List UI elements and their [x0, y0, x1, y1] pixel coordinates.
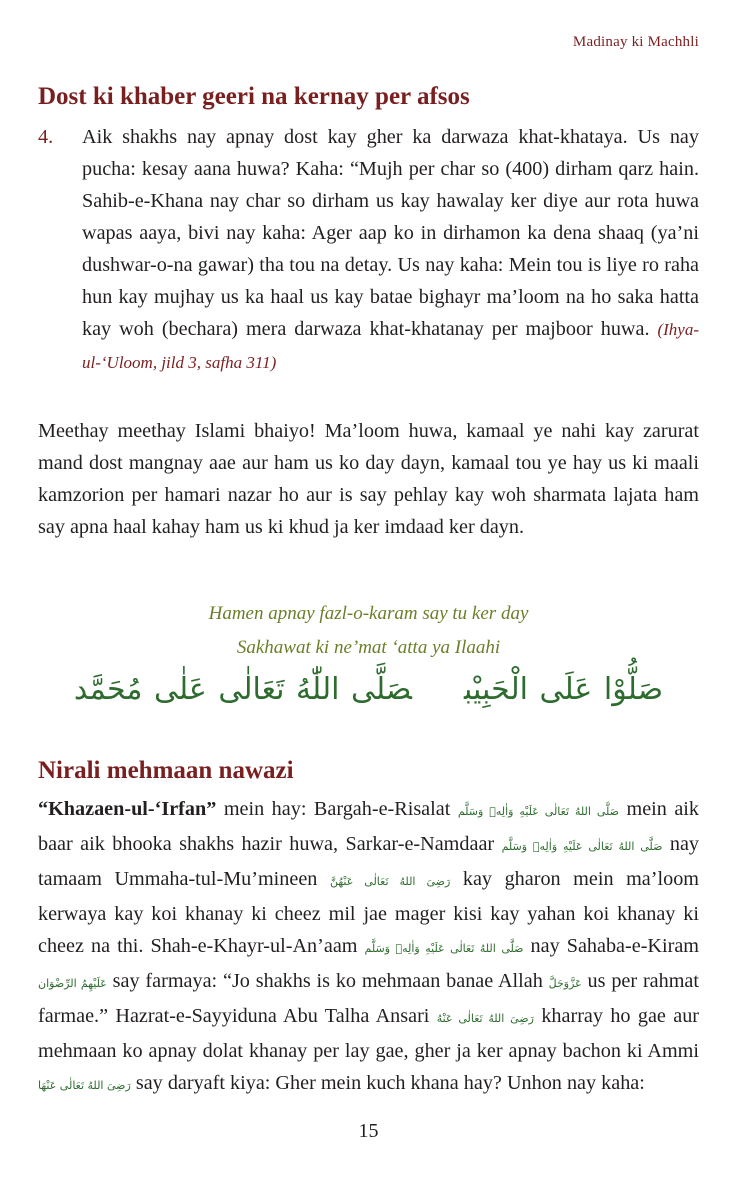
- text-run: kay gharon mein ma’loom kerwaya kay koi khanay ki cheez mil jae mager kisi kay yahan koi khanay ki cheez na thi. Shah-e-Khayr-ul-An’aam: [38, 868, 699, 957]
- running-header: Madinay ki Machhli: [572, 34, 699, 50]
- text-run: us per rahmat farmae.” Hazrat-e-Sayyiduna Abu Talha Ansari: [38, 970, 700, 1027]
- numbered-item: [38, 121, 699, 379]
- honorific: رَضِىَ اللهُ تَعَالٰى عَنْهُ: [436, 1012, 534, 1025]
- text-run: say daryaft kiya: Gher mein kuch khana hay? Unhon nay kaha:: [130, 1072, 645, 1094]
- honorific: صَلَّى اللهُ تَعَالٰى عَلَيْهِ وَاٰلِهٖ وَسَلَّم: [457, 805, 619, 818]
- honorific: عَلَيْهِمُ الرِّضْوَان: [38, 977, 107, 990]
- verse-line: Hamen apnay fazl-o-karam say tu ker day: [208, 603, 529, 624]
- text-run: say farmaya: “Jo shakhs is ko mehmaan banae Allah: [106, 970, 549, 992]
- text-run: kharray ho gae aur mehmaan ko apnay dolat khanay per lay gae, gher ja ker apnay bachon ki Ammi: [38, 1005, 700, 1062]
- section-heading: Nirali mehmaan nawazi: [38, 757, 294, 784]
- item-number: 4.: [38, 126, 54, 148]
- text-run: mein aik baar aik bhooka shakhs hazir huwa, Sarkar-e-Namdaar: [38, 798, 700, 855]
- body-paragraph: [38, 793, 699, 1102]
- honorific: رَضِىَ اللهُ تَعَالٰى عَنْهُنَّ: [329, 875, 451, 888]
- honorific: رَضِىَ اللهُ تَعَالٰى عَنْهَا: [38, 1079, 131, 1092]
- source-title: “Khazaen-ul-‘Irfan”: [38, 798, 217, 820]
- salawat-response: صَلَّى اللّٰهُ تَعَالٰى عَلٰى مُحَمَّد: [73, 672, 412, 707]
- text-run: nay Sahaba-e-Kiram: [523, 935, 699, 957]
- item-text: Aik shakhs nay apnay dost kay gher ka darwaza khat-khataya. Us nay pucha: kesay aana huwa? Kaha: “Mujh per char so (400) dirham qarz hain. Sahib-e-Khana nay char so dirham us kay hawalay ker diye aur rota huwa wapas aaya, bivi nay kaha: Ager aap ko in dirhamon ka dena shaaq (ya’ni dushwar-o-na gawar) tha tou na detay. Us nay kaha: Mein tou is liye ro raha hun kay mujhay us ka haal us kay batae bighayr ma’loom na ho saka hatta kay woh (bechara) mera darwaza khat-khatanay per majboor huwa.: [82, 126, 699, 340]
- salawat-call: صَلُّوْا عَلَى الْحَبِيْب: [463, 672, 664, 707]
- honorific: عَزَّوَجَلَّ: [548, 977, 582, 990]
- honorific: صَلَّى اللهُ تَعَالٰى عَلَيْهِ وَاٰلِهٖ وَسَلَّم: [501, 840, 663, 853]
- salawat-line: [0, 672, 737, 707]
- item-reference: (Ihya-ul-‘Uloom, jild 3, safha 311): [82, 320, 699, 372]
- verse-line: Sakhawat ki ne’mat ‘atta ya Ilaahi: [236, 637, 501, 658]
- honorific: صَلَّى اللهُ تَعَالٰى عَلَيْهِ وَاٰلِهٖ وَسَلَّم: [364, 942, 524, 955]
- body-paragraph: Meethay meethay Islami bhaiyo! Ma’loom huwa, kamaal ye nahi kay zarurat mand dost mangnay aae aur ham us ko day dayn, kamaal tou ye hay us ki maali kamzorion per hamari nazar ho aur is say pehlay kay woh sharmata lajata ham say apna haal kahay ham us ki khud ja ker imdaad ker dayn.: [38, 420, 699, 538]
- text-run: nay tamaam Ummaha-tul-Mu’mineen: [38, 833, 699, 890]
- section-heading: Dost ki khaber geeri na kernay per afsos: [38, 83, 470, 110]
- item-text-block: [82, 121, 699, 379]
- text-run: mein hay: Bargah-e-Risalat: [216, 798, 458, 820]
- page-number: 15: [358, 1120, 379, 1142]
